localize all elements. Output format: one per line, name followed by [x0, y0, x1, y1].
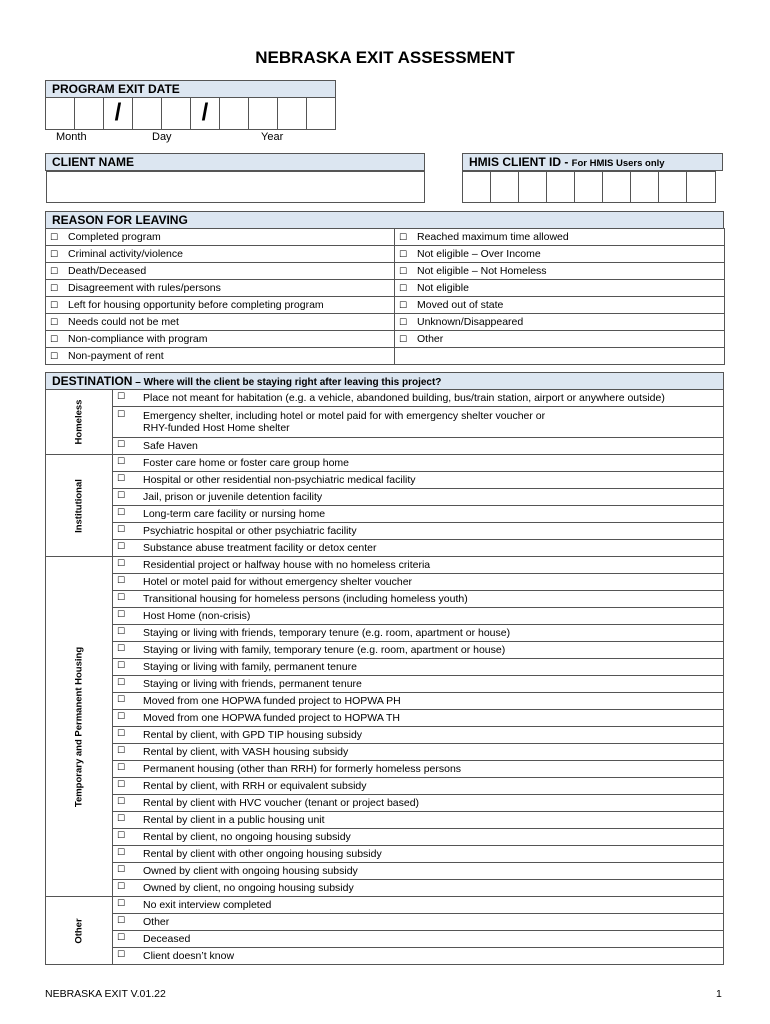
option-reason-left-4[interactable]	[46, 297, 395, 314]
destination-option-label: Host Home (non-crisis)	[143, 610, 251, 622]
checkbox-icon[interactable]: ☐	[399, 284, 408, 294]
checkbox-icon[interactable]: ☐	[117, 508, 126, 518]
option-reason-left-1[interactable]	[46, 246, 395, 263]
destination-option[interactable]	[113, 506, 724, 523]
destination-row	[46, 455, 724, 472]
client-name-field[interactable]	[46, 171, 425, 203]
checkbox-icon[interactable]: ☐	[117, 729, 126, 739]
destination-category-label: Other	[73, 917, 85, 944]
option-label: Left for housing opportunity before completing program	[68, 299, 324, 311]
reason-row	[46, 280, 725, 297]
checkbox-icon[interactable]: ☐	[117, 457, 126, 467]
option-label: Reached maximum time allowed	[417, 231, 569, 243]
option-label: Completed program	[68, 231, 161, 243]
destination-row	[46, 407, 724, 438]
destination-row	[46, 829, 724, 846]
destination-option[interactable]	[113, 693, 724, 710]
destination-option-label: Hotel or motel paid for without emergency shelter voucher	[143, 576, 413, 588]
checkbox-icon[interactable]: ☐	[50, 233, 59, 243]
hmis-digit[interactable]	[574, 171, 603, 203]
destination-option[interactable]	[113, 390, 724, 407]
destination-option[interactable]	[113, 523, 724, 540]
destination-option[interactable]	[113, 812, 724, 829]
destination-row	[46, 557, 724, 574]
hmis-digit[interactable]	[630, 171, 659, 203]
checkbox-icon[interactable]: ☐	[117, 780, 126, 790]
destination-option-label: Rental by client with HVC voucher (tenant or project based)	[143, 797, 420, 809]
reason-row	[46, 263, 725, 280]
destination-option-label: Permanent housing (other than RRH) for formerly homeless persons	[143, 763, 462, 775]
destination-row	[46, 489, 724, 506]
destination-option[interactable]	[113, 642, 724, 659]
destination-row	[46, 710, 724, 727]
option-reason-left-7[interactable]	[46, 348, 395, 365]
reason-row	[46, 297, 725, 314]
destination-option-label: Staying or living with family, permanent tenure	[143, 661, 357, 673]
hmis-client-id-header	[462, 153, 723, 171]
destination-option-label: Rental by client with other ongoing housing subsidy	[143, 848, 382, 860]
option-label: Non-payment of rent	[68, 350, 164, 362]
destination-option-label: Client doesn’t know	[143, 950, 235, 962]
destination-option-label: Staying or living with friends, temporary tenure (e.g. room, apartment or house)	[143, 627, 511, 639]
destination-option[interactable]	[113, 659, 724, 676]
destination-option[interactable]	[113, 863, 724, 880]
hmis-digit[interactable]	[602, 171, 631, 203]
destination-row	[46, 897, 724, 914]
reason-for-leaving-header: REASON FOR LEAVING	[45, 211, 724, 229]
checkbox-icon[interactable]: ☐	[50, 335, 59, 345]
destination-question: – Where will the client be staying right after leaving this project?	[132, 377, 442, 388]
destination-row	[46, 948, 724, 965]
page-title: NEBRASKA EXIT ASSESSMENT	[255, 48, 515, 67]
option-label: Unknown/Disappeared	[417, 316, 524, 328]
checkbox-icon[interactable]: ☐	[117, 661, 126, 671]
checkbox-icon[interactable]: ☐	[117, 392, 126, 402]
destination-option[interactable]	[113, 744, 724, 761]
checkbox-icon[interactable]: ☐	[117, 950, 126, 960]
checkbox-icon[interactable]: ☐	[117, 559, 126, 569]
date-separator-2: /	[190, 97, 220, 130]
checkbox-icon[interactable]: ☐	[399, 301, 408, 311]
option-reason-left-3[interactable]	[46, 280, 395, 297]
option-label: Not eligible – Over Income	[417, 248, 541, 260]
option-label: Death/Deceased	[68, 265, 147, 277]
destination-option[interactable]	[113, 455, 724, 472]
checkbox-icon[interactable]: ☐	[50, 318, 59, 328]
checkbox-icon[interactable]: ☐	[50, 267, 59, 277]
day-label: Day	[152, 131, 172, 143]
destination-category-label: Homeless	[73, 399, 85, 445]
option-reason-right-0[interactable]	[395, 229, 725, 246]
checkbox-icon[interactable]: ☐	[399, 233, 408, 243]
destination-option[interactable]	[113, 489, 724, 506]
destination-option[interactable]	[113, 591, 724, 608]
checkbox-icon[interactable]: ☐	[50, 284, 59, 294]
destination-row	[46, 523, 724, 540]
checkbox-icon[interactable]: ☐	[117, 440, 126, 450]
destination-row	[46, 472, 724, 489]
reason-row	[46, 229, 725, 246]
reason-row	[46, 348, 725, 365]
hmis-digit[interactable]	[658, 171, 687, 203]
destination-option[interactable]	[113, 625, 724, 642]
destination-option-label: Rental by client, with GPD TIP housing subsidy	[143, 729, 363, 741]
destination-row	[46, 591, 724, 608]
hmis-digit[interactable]	[546, 171, 575, 203]
destination-row	[46, 727, 724, 744]
option-label: Moved out of state	[417, 299, 504, 311]
hmis-digit[interactable]	[686, 171, 716, 203]
destination-option[interactable]	[113, 914, 724, 931]
reason-for-leaving-table	[45, 228, 725, 365]
reason-row	[46, 246, 725, 263]
destination-option-label: Moved from one HOPWA funded project to HOPWA TH	[143, 712, 400, 724]
footer-page-number: 1	[716, 988, 722, 1000]
destination-option[interactable]	[113, 540, 724, 557]
option-label: Not eligible – Not Homeless	[417, 265, 547, 277]
footer-version: NEBRASKA EXIT V.01.22	[45, 988, 166, 1000]
destination-row	[46, 880, 724, 897]
day-digit-2[interactable]	[161, 97, 191, 130]
destination-option-label: Emergency shelter, including hotel or motel paid for with emergency shelter voucher or	[143, 410, 546, 422]
checkbox-icon[interactable]: ☐	[50, 250, 59, 260]
destination-option[interactable]	[113, 931, 724, 948]
destination-row	[46, 625, 724, 642]
hmis-digit[interactable]	[490, 171, 519, 203]
hmis-dash: -	[561, 155, 572, 169]
checkbox-icon[interactable]: ☐	[399, 267, 408, 277]
checkbox-icon[interactable]: ☐	[117, 865, 126, 875]
destination-option-label: Rental by client, with VASH housing subsidy	[143, 746, 349, 758]
destination-option[interactable]	[113, 438, 724, 455]
destination-row	[46, 812, 724, 829]
client-name-header: CLIENT NAME	[45, 153, 425, 171]
option-reason-left-2[interactable]	[46, 263, 395, 280]
checkbox-icon[interactable]: ☐	[117, 712, 126, 722]
destination-option[interactable]	[113, 795, 724, 812]
destination-option-label: Owned by client with ongoing housing subsidy	[143, 865, 358, 877]
option-label: Needs could not be met	[68, 316, 179, 328]
checkbox-icon[interactable]: ☐	[117, 678, 126, 688]
option-reason-right-2[interactable]	[395, 263, 725, 280]
destination-option[interactable]	[113, 676, 724, 693]
checkbox-icon[interactable]: ☐	[399, 318, 408, 328]
destination-option-label: Safe Haven	[143, 440, 198, 452]
destination-row	[46, 846, 724, 863]
day-digit-1[interactable]	[132, 97, 162, 130]
destination-option-label: Moved from one HOPWA funded project to HOPWA PH	[143, 695, 401, 707]
destination-option-label: Foster care home or foster care group home	[143, 457, 350, 469]
destination-row	[46, 574, 724, 591]
option-reason-left-0[interactable]	[46, 229, 395, 246]
destination-option-label: Owned by client, no ongoing housing subsidy	[143, 882, 354, 894]
destination-option[interactable]	[113, 880, 724, 897]
destination-row	[46, 642, 724, 659]
checkbox-icon[interactable]: ☐	[117, 831, 126, 841]
program-exit-date-boxes[interactable]	[46, 97, 336, 130]
option-reason-left-5[interactable]	[46, 314, 395, 331]
hmis-client-id-label: HMIS CLIENT ID	[469, 155, 561, 169]
destination-option-label: Hospital or other residential non-psychiatric medical facility	[143, 474, 416, 486]
destination-header	[45, 372, 724, 390]
destination-category-label: Temporary and Permanent Housing	[73, 646, 85, 807]
month-digit-2[interactable]	[74, 97, 104, 130]
checkbox-icon[interactable]: ☐	[117, 763, 126, 773]
year-digit-1[interactable]	[219, 97, 249, 130]
destination-option[interactable]	[113, 829, 724, 846]
destination-row	[46, 863, 724, 880]
checkbox-icon[interactable]: ☐	[117, 848, 126, 858]
destination-option-label: Place not meant for habitation (e.g. a vehicle, abandoned building, bus/train station, airport or anywhere outside)	[143, 392, 665, 404]
option-reason-left-6[interactable]	[46, 331, 395, 348]
checkbox-icon[interactable]: ☐	[117, 797, 126, 807]
option-reason-right-1[interactable]	[395, 246, 725, 263]
destination-table	[45, 389, 724, 965]
checkbox-icon[interactable]: ☐	[50, 352, 59, 362]
destination-option[interactable]	[113, 778, 724, 795]
checkbox-icon[interactable]: ☐	[117, 593, 126, 603]
checkbox-icon[interactable]: ☐	[117, 916, 126, 926]
destination-option-label: No exit interview completed	[143, 899, 272, 911]
destination-row	[46, 659, 724, 676]
checkbox-icon[interactable]: ☐	[117, 814, 126, 824]
destination-option[interactable]	[113, 407, 724, 438]
destination-row	[46, 795, 724, 812]
destination-option[interactable]	[113, 710, 724, 727]
destination-option-label: Deceased	[143, 933, 191, 945]
destination-option[interactable]	[113, 846, 724, 863]
checkbox-icon[interactable]: ☐	[117, 882, 126, 892]
destination-option[interactable]	[113, 574, 724, 591]
reason-row	[46, 331, 725, 348]
destination-option[interactable]	[113, 472, 724, 489]
destination-option[interactable]	[113, 557, 724, 574]
year-digit-2[interactable]	[248, 97, 278, 130]
option-label: Disagreement with rules/persons	[68, 282, 221, 294]
destination-row	[46, 676, 724, 693]
checkbox-icon[interactable]: ☐	[50, 301, 59, 311]
option-label: Criminal activity/violence	[68, 248, 183, 260]
destination-row	[46, 390, 724, 407]
destination-option[interactable]	[113, 897, 724, 914]
destination-option[interactable]	[113, 948, 724, 965]
destination-option[interactable]	[113, 608, 724, 625]
year-label: Year	[261, 131, 284, 143]
destination-category-1	[46, 455, 113, 557]
month-label: Month	[56, 131, 87, 143]
checkbox-icon[interactable]: ☐	[117, 410, 126, 420]
checkbox-icon[interactable]: ☐	[117, 933, 126, 943]
destination-option-label: Rental by client in a public housing unit	[143, 814, 325, 826]
destination-row	[46, 438, 724, 455]
option-label: Not eligible	[417, 282, 469, 294]
reason-row	[46, 314, 725, 331]
destination-option-label: Psychiatric hospital or other psychiatric facility	[143, 525, 357, 537]
checkbox-icon[interactable]: ☐	[117, 610, 126, 620]
destination-label: DESTINATION	[52, 374, 133, 388]
destination-category-0	[46, 390, 113, 455]
checkbox-icon[interactable]: ☐	[117, 695, 126, 705]
destination-option[interactable]	[113, 727, 724, 744]
checkbox-icon[interactable]: ☐	[117, 644, 126, 654]
destination-option-label: Residential project or halfway house with no homeless criteria	[143, 559, 431, 571]
checkbox-icon[interactable]: ☐	[399, 335, 408, 345]
destination-row	[46, 608, 724, 625]
year-digit-4[interactable]	[306, 97, 336, 130]
date-separator-1: /	[103, 97, 133, 130]
program-exit-date-header: PROGRAM EXIT DATE	[45, 80, 336, 98]
destination-row	[46, 761, 724, 778]
destination-row	[46, 693, 724, 710]
destination-option-label: Rental by client, no ongoing housing subsidy	[143, 831, 351, 843]
destination-option-label: Long-term care facility or nursing home	[143, 508, 326, 520]
destination-option-label: Staying or living with family, temporary tenure (e.g. room, apartment or house)	[143, 644, 506, 656]
checkbox-icon[interactable]: ☐	[117, 474, 126, 484]
destination-option-label: RHY-funded Host Home shelter	[143, 422, 290, 434]
destination-row	[46, 506, 724, 523]
destination-option-label: Rental by client, with RRH or equivalent subsidy	[143, 780, 367, 792]
option-label: Other	[417, 333, 444, 345]
option-label: Non-compliance with program	[68, 333, 208, 345]
destination-category-label: Institutional	[73, 478, 85, 533]
checkbox-icon[interactable]: ☐	[117, 542, 126, 552]
empty-cell	[395, 348, 725, 365]
checkbox-icon[interactable]: ☐	[399, 250, 408, 260]
option-reason-right-6[interactable]	[395, 331, 725, 348]
year-digit-3[interactable]	[277, 97, 307, 130]
destination-row	[46, 744, 724, 761]
destination-category-2	[46, 557, 113, 897]
destination-option-label: Substance abuse treatment facility or detox center	[143, 542, 377, 554]
option-reason-right-5[interactable]	[395, 314, 725, 331]
destination-option-label: Transitional housing for homeless persons (including homeless youth)	[143, 593, 468, 605]
checkbox-icon[interactable]: ☐	[117, 899, 126, 909]
destination-option-label: Staying or living with friends, permanent tenure	[143, 678, 362, 690]
destination-category-3	[46, 897, 113, 965]
option-reason-right-4[interactable]	[395, 297, 725, 314]
checkbox-icon[interactable]: ☐	[117, 491, 126, 501]
destination-option[interactable]	[113, 761, 724, 778]
checkbox-icon[interactable]: ☐	[117, 525, 126, 535]
destination-row	[46, 914, 724, 931]
option-reason-right-3[interactable]	[395, 280, 725, 297]
checkbox-icon[interactable]: ☐	[117, 746, 126, 756]
month-digit-1[interactable]	[45, 97, 75, 130]
destination-row	[46, 778, 724, 795]
hmis-digit[interactable]	[518, 171, 547, 203]
destination-row	[46, 931, 724, 948]
hmis-client-id-boxes[interactable]	[463, 171, 716, 203]
destination-row	[46, 540, 724, 557]
checkbox-icon[interactable]: ☐	[117, 576, 126, 586]
hmis-note: For HMIS Users only	[571, 158, 665, 169]
hmis-digit[interactable]	[462, 171, 491, 203]
destination-option-label: Jail, prison or juvenile detention facility	[143, 491, 323, 503]
checkbox-icon[interactable]: ☐	[117, 627, 126, 637]
destination-option-label: Other	[143, 916, 170, 928]
